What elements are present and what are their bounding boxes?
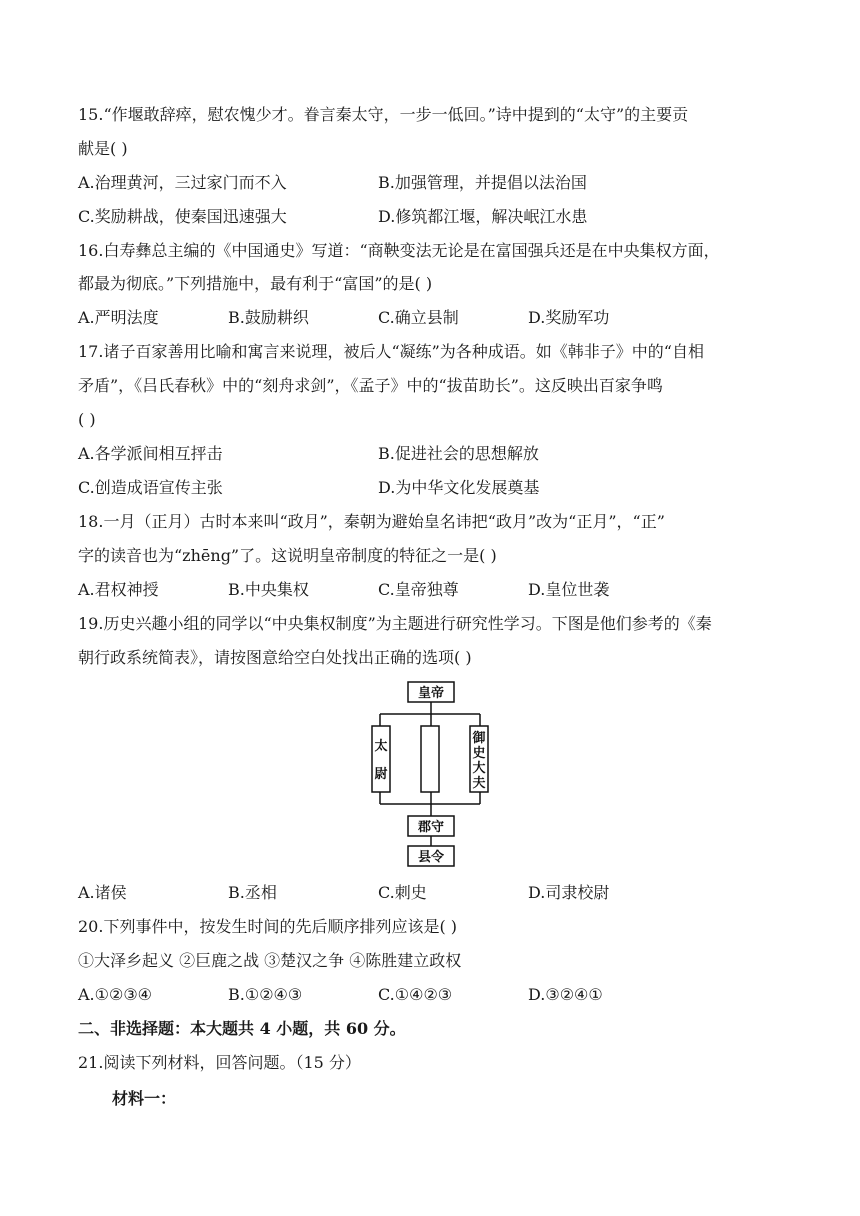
q16-stem-line1: 16.白寿彝总主编的《中国通史》写道：“商鞅变法无论是在富国强兵还是在中央集权方面， bbox=[78, 241, 720, 260]
q15-stem-line2: 献是( ) bbox=[78, 139, 128, 158]
q15-option-d: D.修筑都江堰，解决岷江水患 bbox=[378, 207, 588, 226]
q20-events: ①大泽乡起义 ②巨鹿之战 ③楚汉之争 ④陈胜建立政权 bbox=[78, 951, 462, 970]
q16-option-b: B.鼓励耕织 bbox=[228, 308, 309, 327]
taiwei-char-1: 太 bbox=[374, 739, 388, 754]
blank-box bbox=[421, 726, 439, 792]
xianling-label: 县令 bbox=[417, 850, 445, 865]
yushidafu-char-1: 御 bbox=[472, 731, 486, 746]
q15-stem-line1: 15.“作堰敢辞瘁，慰农愧少才。眷言秦太守，一步一低回。”诗中提到的“太守”的主要贡 bbox=[78, 105, 689, 124]
q21-material-1-label: 材料一： bbox=[112, 1089, 177, 1108]
q17-stem-line3: ( ) bbox=[78, 410, 96, 429]
q15-option-b: B.加强管理，并提倡以法治国 bbox=[378, 173, 587, 192]
q21-stem: 21.阅读下列材料，回答问题。（15 分） bbox=[78, 1053, 361, 1072]
q20-stem-line1: 20.下列事件中，按发生时间的先后顺序排列应该是( ) bbox=[78, 917, 458, 936]
junshou-label: 郡守 bbox=[417, 820, 445, 835]
q18-stem-line1: 18.一月（正月）古时本来叫“政月”，秦朝为避始皇名讳把“政月”改为“正月”，“正” bbox=[78, 512, 665, 531]
q19-option-a: A.诸侯 bbox=[78, 883, 127, 902]
q18-option-a: A.君权神授 bbox=[78, 580, 159, 599]
q19-stem-line2: 朝行政系统简表》，请按图意给空白处找出正确的选项( ) bbox=[78, 648, 472, 667]
q16-option-d: D.奖励军功 bbox=[528, 308, 610, 327]
q19-option-b: B.丞相 bbox=[228, 883, 277, 902]
section-2-heading: 二、非选择题：本大题共 4 小题，共 60 分。 bbox=[78, 1019, 406, 1038]
q20-option-c: C.①④②③ bbox=[378, 985, 453, 1004]
q18-option-d: D.皇位世袭 bbox=[528, 580, 610, 599]
q16-stem-line2: 都最为彻底。”下列措施中，最有利于“富国”的是( ) bbox=[78, 274, 433, 293]
yushidafu-char-2: 史 bbox=[472, 746, 486, 761]
q17-stem-line1: 17.诸子百家善用比喻和寓言来说理，被后人“凝练”为各种成语。如《韩非子》中的“自相 bbox=[78, 342, 704, 361]
q17-stem-line2: 矛盾”，《吕氏春秋》中的“刻舟求剑”，《孟子》中的“拔苗助长”。这反映出百家争鸣 bbox=[78, 376, 663, 395]
q15-option-c: C.奖励耕战，使秦国迅速强大 bbox=[78, 207, 287, 226]
q16-option-a: A.严明法度 bbox=[78, 308, 159, 327]
q20-option-d: D.③②④① bbox=[528, 985, 603, 1004]
q19-stem-line1: 19.历史兴趣小组的同学以“中央集权制度”为主题进行研究性学习。下图是他们参考的《秦 bbox=[78, 614, 712, 633]
q18-option-b: B.中央集权 bbox=[228, 580, 309, 599]
q19-option-c: C.刺史 bbox=[378, 883, 427, 902]
yushidafu-char-4: 夫 bbox=[472, 776, 486, 791]
q17-option-d: D.为中华文化发展奠基 bbox=[378, 478, 540, 497]
diagram-svg bbox=[370, 680, 490, 870]
q18-option-c: C.皇帝独尊 bbox=[378, 580, 459, 599]
q15-option-a: A.治理黄河，三过家门而不入 bbox=[78, 173, 287, 192]
q17-option-a: A.各学派间相互抨击 bbox=[78, 444, 223, 463]
q17-option-b: B.促进社会的思想解放 bbox=[378, 444, 539, 463]
taiwei-char-2: 尉 bbox=[374, 767, 388, 782]
q20-option-b: B.①②④③ bbox=[228, 985, 303, 1004]
q16-option-c: C.确立县制 bbox=[378, 308, 459, 327]
q17-option-c: C.创造成语宣传主张 bbox=[78, 478, 223, 497]
taiwei-box bbox=[372, 726, 390, 792]
q18-stem-line2: 字的读音也为“zhēng”了。这说明皇帝制度的特征之一是( ) bbox=[78, 546, 497, 565]
qin-admin-diagram bbox=[370, 680, 490, 870]
emperor-label: 皇帝 bbox=[417, 686, 445, 701]
yushidafu-char-3: 大 bbox=[472, 761, 486, 776]
q19-option-d: D.司隶校尉 bbox=[528, 883, 610, 902]
q20-option-a: A.①②③④ bbox=[78, 985, 153, 1004]
